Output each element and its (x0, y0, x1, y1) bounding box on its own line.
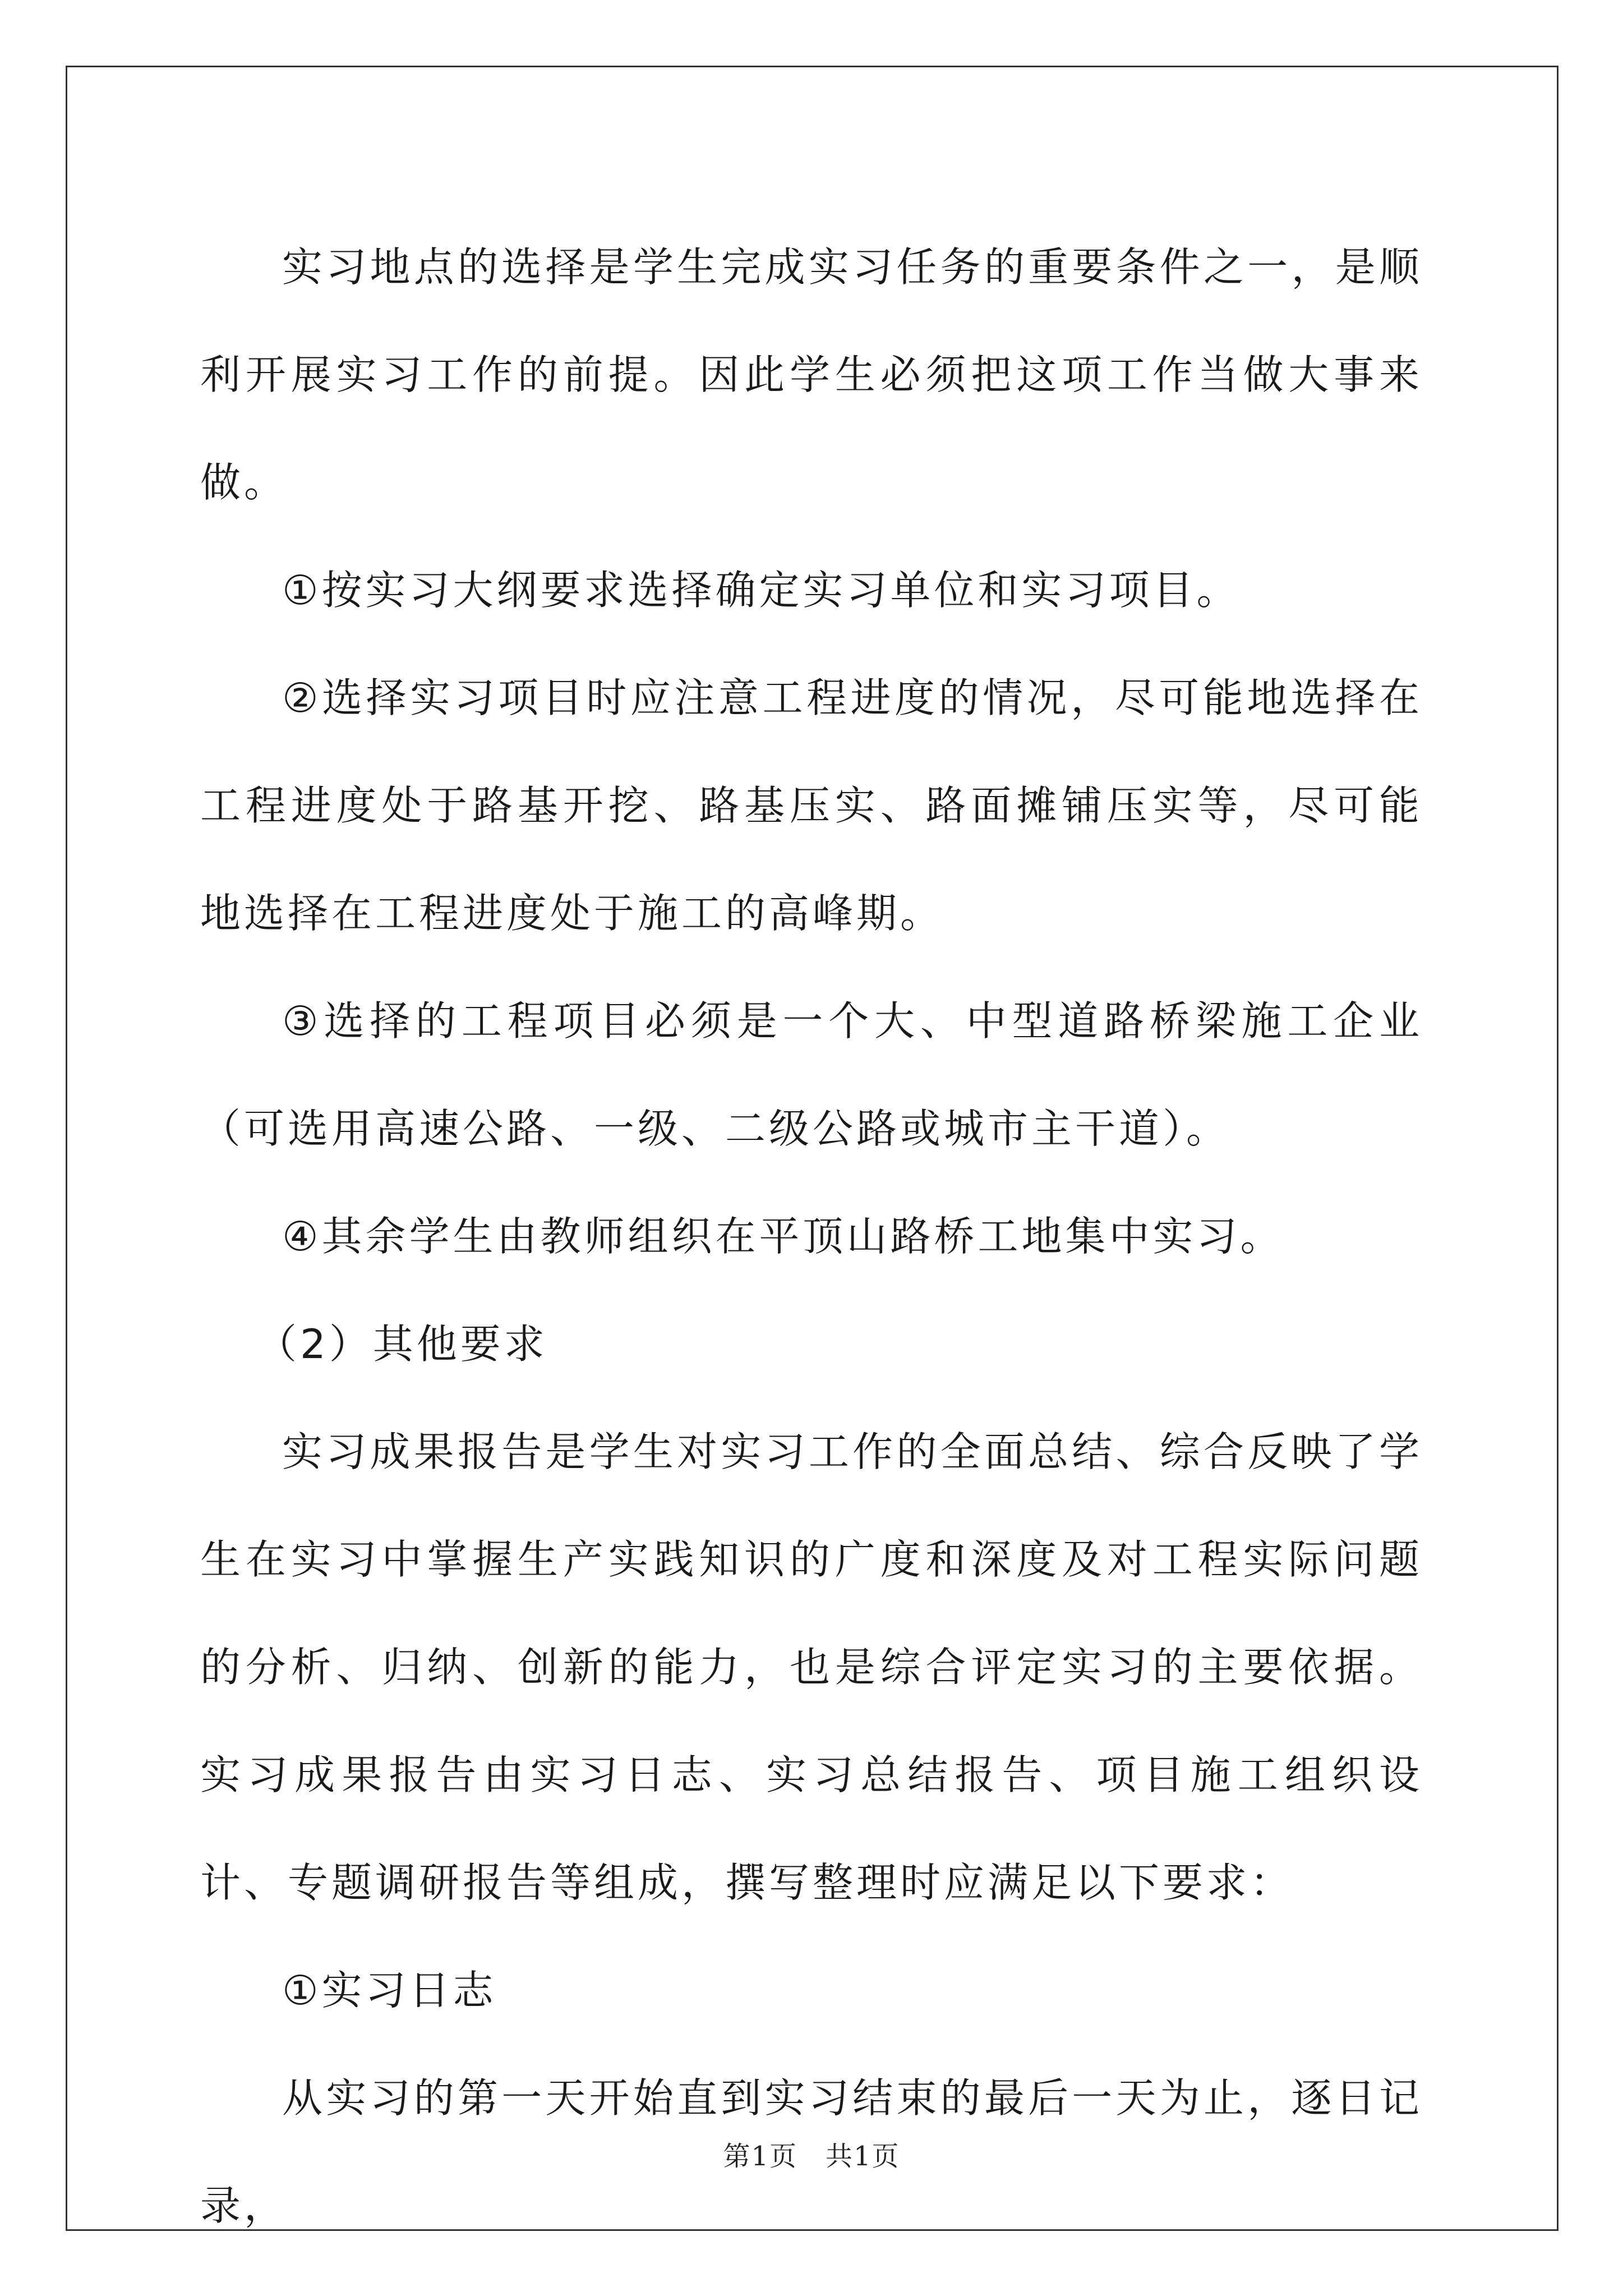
paragraph-log-description: 从实习的第一天开始直到实习结束的最后一天为止，逐日记录， (200, 2074, 1423, 2229)
paragraph-item-1: ①按实习大纲要求选择确定实习单位和实习项目。 (282, 567, 1241, 614)
document-body (200, 213, 1423, 2260)
paragraph-report-description: 实习成果报告是学生对实习工作的全面总结、综合反映了学生在实习中掌握生产实践知识的广度和深度及对工程实际问题的分析、归纳、创新的能力，也是综合评定实习的主要依据。实习成果报告由实习日志、实习总结报告、项目施工组织设计、专题调研报告等组成，撰写整理时应满足以下要求： (200, 1428, 1423, 1906)
paragraph-site-selection: 实习地点的选择是学生完成实习任务的重要条件之一，是顺利开展实习工作的前提。因此学生必须把这项工作当做大事来做。 (200, 243, 1423, 506)
subheading-internship-log: ①实习日志 (282, 1967, 497, 2014)
paragraph-item-2: ②选择实习项目时应注意工程进度的情况，尽可能地选择在工程进度处于路基开挖、路基压实、路面摊铺压实等，尽可能地选择在工程进度处于施工的高峰期。 (200, 674, 1423, 937)
section-heading-other-requirements: （2）其他要求 (256, 1320, 548, 1368)
page-footer: 第1页 共1页 (723, 2141, 900, 2172)
paragraph-item-4: ④其余学生由教师组织在平顶山路桥工地集中实习。 (282, 1213, 1284, 1260)
paragraph-item-3: ③选择的工程项目必须是一个大、中型道路桥梁施工企业（可选用高速公路、一级、二级公路或城市主干道）。 (200, 997, 1423, 1152)
